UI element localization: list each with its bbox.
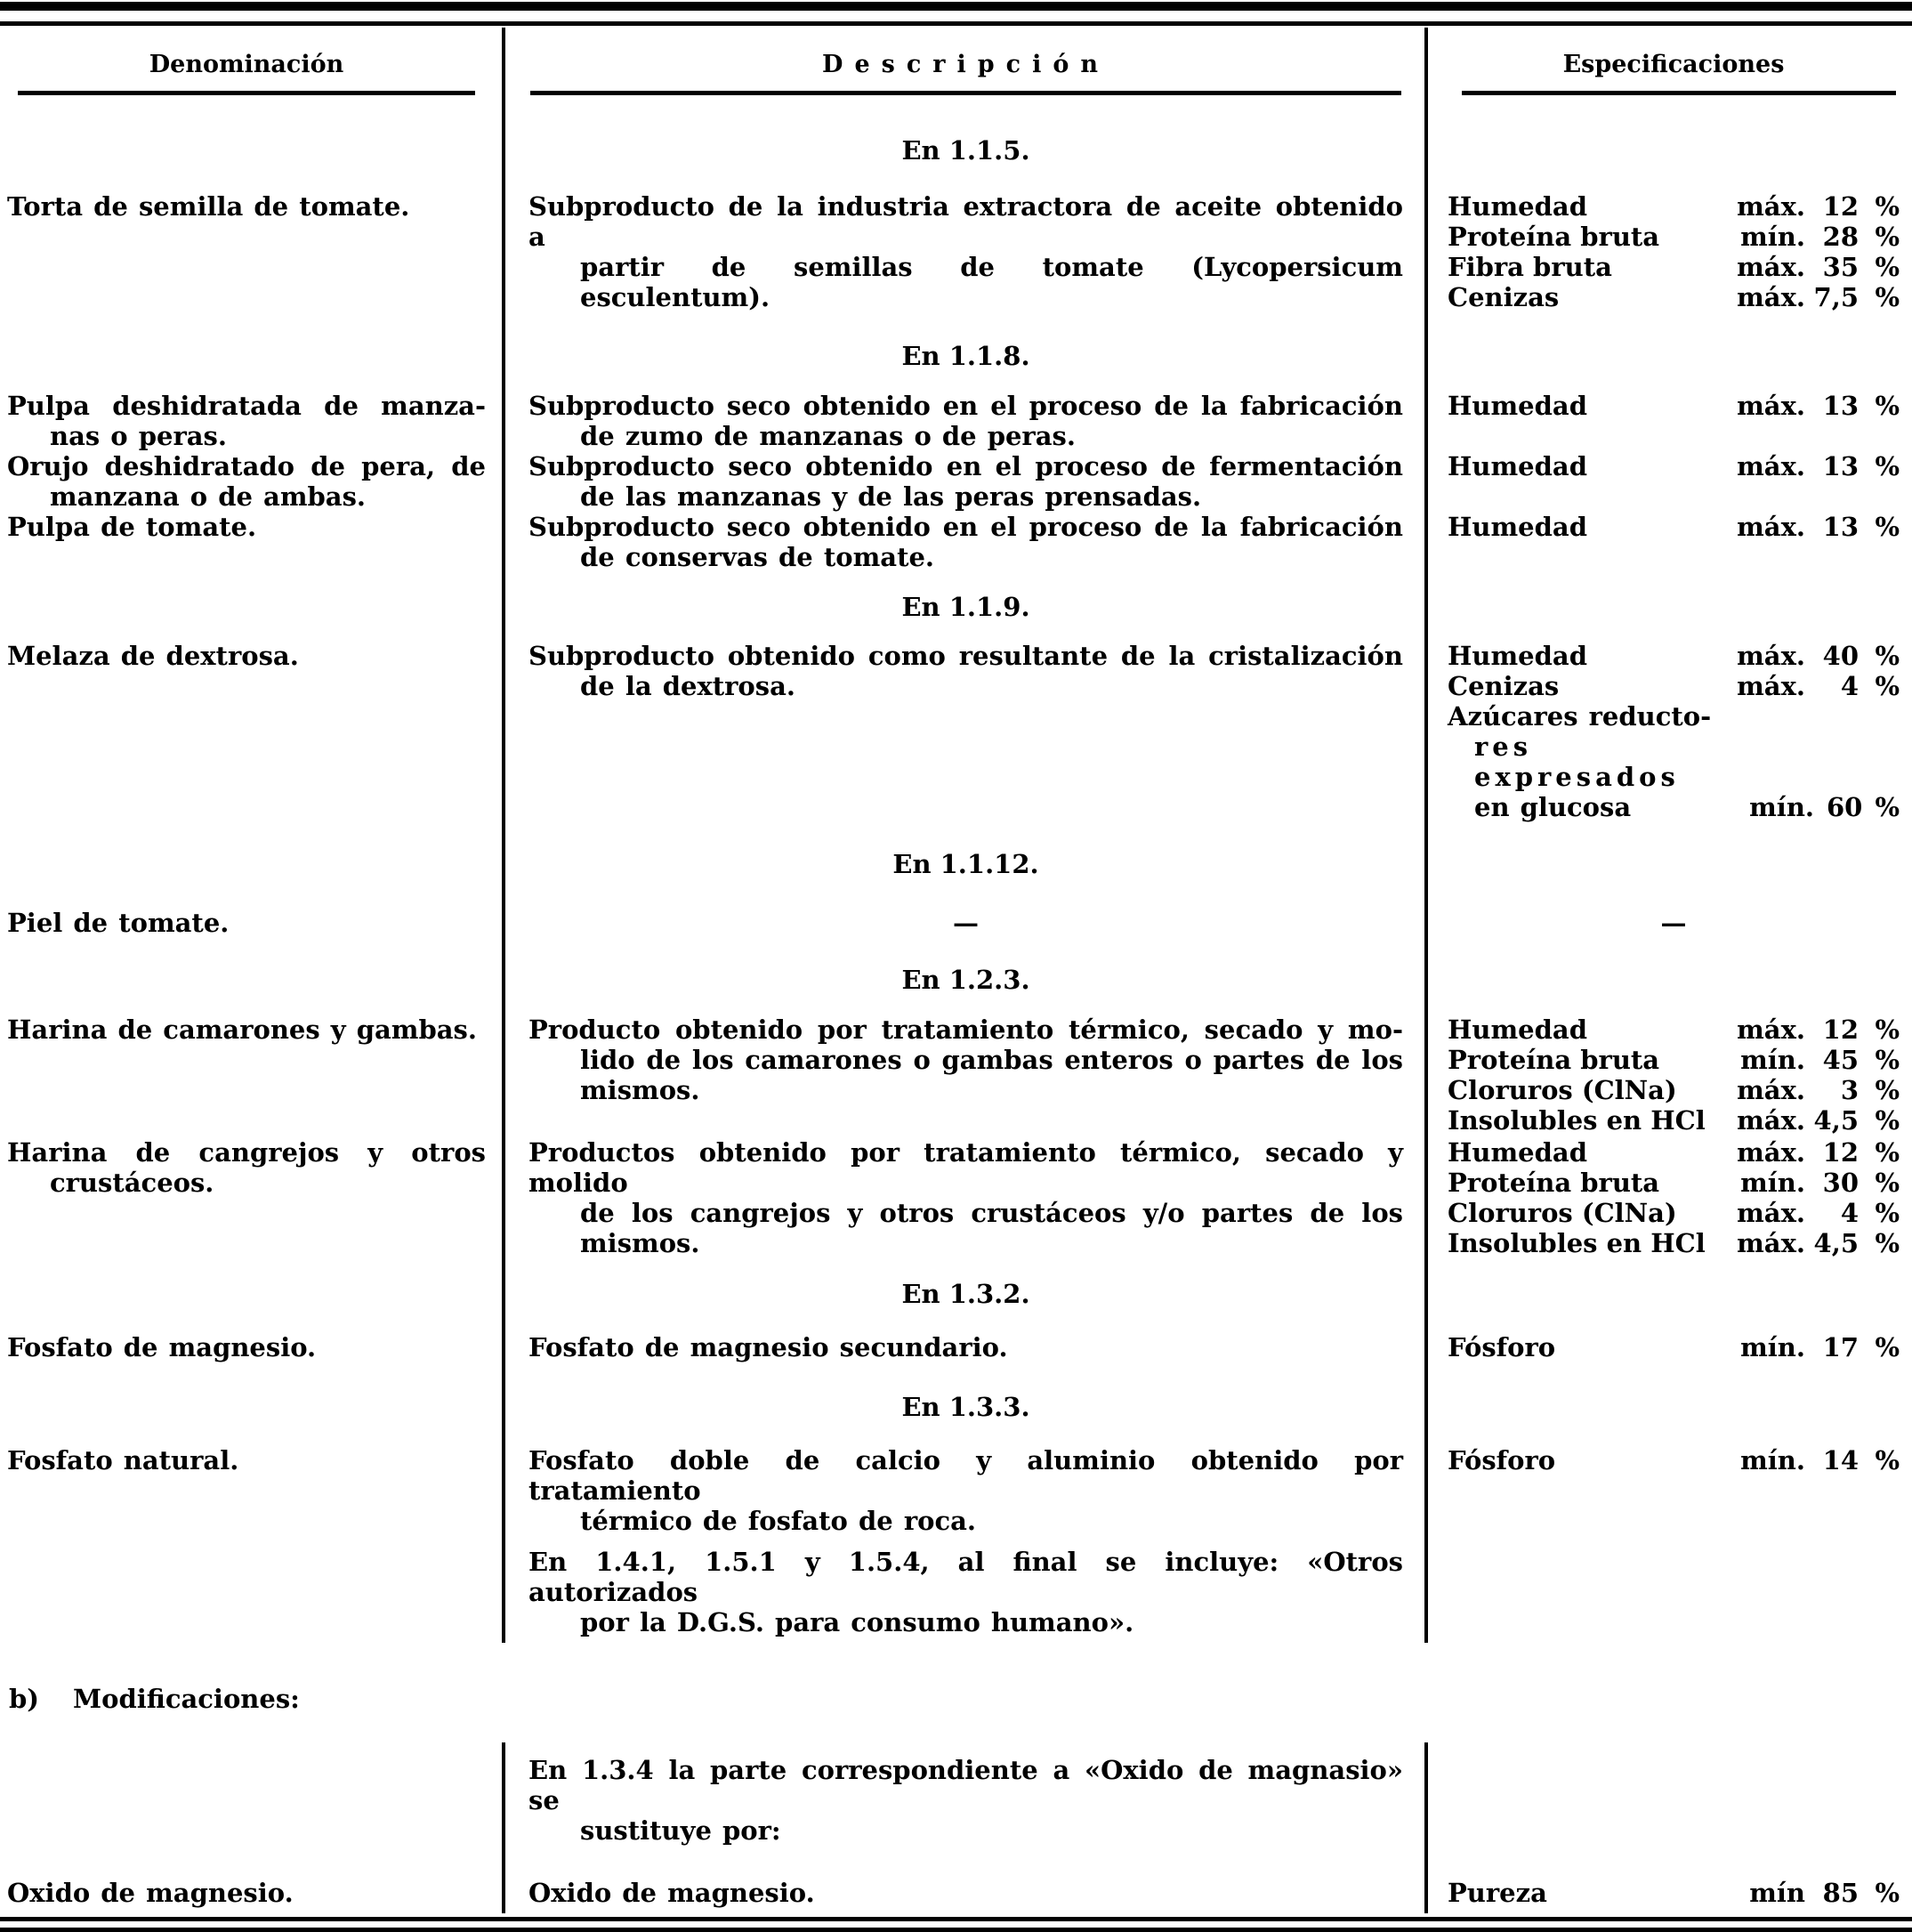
denomination-cell: Fosfato de magnesio. [7, 1332, 317, 1362]
table-row [0, 451, 1912, 512]
header-cell-especificaciones [1428, 28, 1912, 95]
spec-value: 13 [1822, 391, 1859, 421]
spec-value: 85 [1822, 1878, 1859, 1908]
table-row [0, 995, 1912, 1136]
specs-cell [1428, 622, 1912, 822]
spec-value: 3 [1840, 1075, 1859, 1105]
main-table [0, 28, 1912, 1643]
spec-constraint: máx. [1737, 641, 1805, 671]
section-heading: En 1.2.3. [502, 938, 1428, 995]
description-cell: Fosfato de magnesio secundario. [502, 1309, 1428, 1362]
denomination-cell: Piel de tomate. [7, 908, 230, 938]
col-header-descripcion: Descripción [822, 51, 1109, 78]
section-heading: En 1.3.2. [502, 1258, 1428, 1309]
spec-unit: % [1875, 222, 1900, 252]
spec-unit: % [1875, 671, 1900, 701]
top-double-rule [0, 2, 1912, 26]
table-row [0, 166, 1912, 312]
gazette-page [0, 2, 1912, 1908]
spec-constraint: máx. [1737, 1015, 1805, 1045]
spec-value: 4 [1840, 671, 1859, 701]
spec-value: 4 [1840, 1198, 1859, 1228]
spec-constraint: mín. [1740, 222, 1805, 252]
spec-constraint: máx. [1737, 191, 1805, 222]
spec-label: Humedad [1448, 391, 1587, 421]
spec-unit: % [1875, 1228, 1900, 1258]
spec-label: Pureza [1448, 1878, 1547, 1908]
denomination-cell: Pulpa deshidratada de manza- nas o peras. [7, 391, 486, 451]
empty-spec-dash: — [1660, 908, 1687, 938]
specs-cell [1428, 879, 1912, 938]
spec-constraint: máx. [1737, 512, 1805, 542]
spec-value: 12 [1822, 191, 1859, 222]
spec-unit: % [1875, 792, 1900, 822]
spec-unit: % [1875, 391, 1900, 421]
col-header-especificaciones: Especificaciones [1562, 51, 1785, 78]
description-cell: Oxido de magnesio. [502, 1846, 1428, 1913]
spec-row [1448, 191, 1900, 222]
section-heading: En 1.3.3. [502, 1362, 1428, 1422]
section-heading-row [0, 572, 1912, 622]
spec-value: 30 [1822, 1168, 1859, 1198]
specs-cell [1428, 1309, 1912, 1362]
spec-label: Cloruros (ClNa) [1448, 1198, 1677, 1228]
description-cell: Subproducto seco obtenido en el proceso de la fabricación de conservas de tomate. [502, 512, 1428, 572]
spec-constraint: máx. [1737, 1198, 1805, 1228]
denomination-cell: Fosfato natural. [7, 1445, 239, 1475]
note-row [0, 1742, 1912, 1846]
spec-constraint: mín. [1740, 1332, 1805, 1362]
specs-cell [1428, 1136, 1912, 1258]
spec-row [1448, 1878, 1900, 1908]
spec-row [1448, 252, 1900, 282]
spec-unit: % [1875, 1878, 1900, 1908]
bottom-double-rule [0, 1917, 1912, 1932]
denomination-cell: Oxido de magnesio. [7, 1878, 294, 1908]
spec-unit: % [1875, 282, 1900, 312]
spec-row [1448, 1445, 1900, 1475]
table-row [0, 1846, 1912, 1913]
spec-value: 13 [1822, 512, 1859, 542]
spec-row [1448, 1075, 1900, 1105]
spec-label: Insolubles en HCl [1448, 1228, 1706, 1258]
spec-row [1448, 1015, 1900, 1045]
denomination-cell: Harina de cangrejos y otros crustáceos. [7, 1137, 486, 1198]
spec-row [1448, 512, 1900, 542]
spec-unit: % [1875, 1045, 1900, 1075]
spec-constraint: máx. [1737, 391, 1805, 421]
spec-unit: % [1875, 451, 1900, 481]
section-heading-row [0, 1258, 1912, 1309]
section-heading-row [0, 822, 1912, 879]
spec-unit: % [1875, 1015, 1900, 1045]
spec-constraint: máx. [1737, 282, 1805, 312]
section-heading-row [0, 938, 1912, 995]
description-cell: Subproducto seco obtenido en el proceso de fermentación de las manzanas y de las peras prensadas. [502, 451, 1428, 512]
spec-unit: % [1875, 1168, 1900, 1198]
spec-constraint: mín. [1740, 1168, 1805, 1198]
description-cell [502, 879, 1428, 938]
table-row [0, 1309, 1912, 1362]
spec-label: Humedad [1448, 641, 1587, 671]
modifications-label: Modificaciones: [73, 1684, 300, 1714]
section-heading: En 1.1.9. [502, 572, 1428, 622]
section-heading: En 1.1.12. [502, 822, 1428, 879]
spec-label: Cenizas [1448, 282, 1560, 312]
spec-label: Humedad [1448, 1137, 1587, 1168]
spec-unit: % [1875, 1105, 1900, 1136]
specs-cell [1428, 451, 1912, 512]
section-heading: En 1.1.8. [502, 312, 1428, 371]
spec-value: 35 [1822, 252, 1859, 282]
inclusion-note: En 1.4.1, 1.5.1 y 1.5.4, al final se incluye: «Otros autorizados por la D.G.S. para consumo humano». [502, 1536, 1428, 1643]
section-heading-row [0, 312, 1912, 371]
spec-constraint: mín. [1749, 792, 1815, 822]
spec-unit: % [1875, 252, 1900, 282]
denomination-cell: Melaza de dextrosa. [7, 641, 299, 671]
spec-label: Humedad [1448, 512, 1587, 542]
spec-row [1448, 1168, 1900, 1198]
modifications-heading [0, 1684, 1912, 1714]
table-row [0, 1136, 1912, 1258]
spec-unit: % [1875, 191, 1900, 222]
spec-value: 45 [1822, 1045, 1859, 1075]
section-heading-row [0, 95, 1912, 166]
denomination-cell: Harina de camarones y gambas. [7, 1015, 477, 1045]
empty-description-dash: — [953, 908, 979, 938]
spec-unit: % [1875, 1198, 1900, 1228]
spec-row [1448, 451, 1900, 481]
denomination-cell: Orujo deshidratado de pera, de manzana o de ambas. [7, 451, 486, 512]
modifications-table [0, 1742, 1912, 1913]
table-row [0, 622, 1912, 822]
spec-constraint: máx. [1737, 252, 1805, 282]
spec-row [1448, 1198, 1900, 1228]
spec-constraint: máx. [1737, 1075, 1805, 1105]
spec-constraint: máx. [1737, 1105, 1805, 1136]
spec-value: 40 [1822, 641, 1859, 671]
spec-label: Fósforo [1448, 1332, 1556, 1362]
spec-row [1448, 1332, 1900, 1362]
col-header-denominacion: Denominación [149, 51, 344, 78]
spec-constraint: mín. [1740, 1445, 1805, 1475]
spec-value: 12 [1822, 1015, 1859, 1045]
description-cell: Producto obtenido por tratamiento térmico, secado y mo- lido de los camarones o gambas enteros o partes de los mismos. [502, 995, 1428, 1136]
spec-value: 7,5 [1813, 282, 1859, 312]
spec-unit: % [1875, 1075, 1900, 1105]
spec-row [1448, 1137, 1900, 1168]
spec-value: 4,5 [1813, 1105, 1859, 1136]
spec-value: 14 [1822, 1445, 1859, 1475]
spec-label: Cenizas [1448, 671, 1560, 701]
spec-label: Humedad [1448, 1015, 1587, 1045]
description-cell: Subproducto de la industria extractora de aceite obtenido a partir de semillas de tomate (Lycopersicum esculentum). [502, 166, 1428, 312]
spec-label: Proteína bruta [1448, 1168, 1660, 1198]
denomination-cell: Torta de semilla de tomate. [7, 191, 410, 222]
spec-label: Azúcares reducto- res expresados en glucosa [1448, 701, 1712, 822]
description-cell: Productos obtenido por tratamiento térmico, secado y molido de los cangrejos y otros crustáceos y/o partes de los mismos. [502, 1136, 1428, 1258]
spec-unit: % [1875, 1137, 1900, 1168]
specs-cell [1428, 371, 1912, 451]
spec-label: Proteína bruta [1448, 1045, 1660, 1075]
specs-cell [1428, 512, 1912, 572]
spec-constraint: mín. [1740, 1045, 1805, 1075]
spec-value: 13 [1822, 451, 1859, 481]
denomination-cell: Pulpa de tomate. [7, 512, 257, 542]
spec-label: Humedad [1448, 451, 1587, 481]
modifications-prefix: b) [9, 1684, 39, 1714]
spec-constraint: máx. [1737, 671, 1805, 701]
spec-label: Fósforo [1448, 1445, 1556, 1475]
spec-label: Proteína bruta [1448, 222, 1660, 252]
spec-row [1448, 671, 1900, 701]
specs-cell [1428, 1422, 1912, 1536]
header-cell-denominacion [0, 28, 502, 95]
spec-label: Fibra bruta [1448, 252, 1612, 282]
spec-value: 17 [1822, 1332, 1859, 1362]
table-row [0, 1422, 1912, 1536]
section-heading: En 1.1.5. [502, 95, 1428, 166]
spec-row [1448, 391, 1900, 421]
spec-value: 12 [1822, 1137, 1859, 1168]
table-row [0, 879, 1912, 938]
substitution-note: En 1.3.4 la parte correspondiente a «Oxido de magnasio» se sustituye por: [502, 1742, 1428, 1846]
spec-row [1448, 1105, 1900, 1136]
specs-cell [1428, 995, 1912, 1136]
description-cell: Subproducto seco obtenido en el proceso de la fabricación de zumo de manzanas o de peras. [502, 371, 1428, 451]
note-row [0, 1536, 1912, 1643]
description-cell: Fosfato doble de calcio y aluminio obtenido por tratamiento térmico de fosfato de roca. [502, 1422, 1428, 1536]
spec-constraint: máx. [1737, 451, 1805, 481]
description-cell: Subproducto obtenido como resultante de la cristalización de la dextrosa. [502, 622, 1428, 822]
spec-label: Cloruros (ClNa) [1448, 1075, 1677, 1105]
spec-unit: % [1875, 512, 1900, 542]
spec-value: 4,5 [1813, 1228, 1859, 1258]
specs-cell [1428, 166, 1912, 312]
spec-row [1448, 282, 1900, 312]
spec-unit: % [1875, 1445, 1900, 1475]
spec-label: Humedad [1448, 191, 1587, 222]
header-cell-descripcion [502, 28, 1428, 95]
spec-row [1448, 1045, 1900, 1075]
spec-constraint: mín [1749, 1878, 1805, 1908]
spec-value: 60 [1826, 792, 1863, 822]
table-header-row [0, 28, 1912, 95]
spec-unit: % [1875, 641, 1900, 671]
section-heading-row [0, 1362, 1912, 1422]
spec-constraint: máx. [1737, 1137, 1805, 1168]
spec-label: Insolubles en HCl [1448, 1105, 1706, 1136]
table-row [0, 371, 1912, 451]
table-row [0, 512, 1912, 572]
spec-row [1448, 1228, 1900, 1258]
spec-row-multiline [1448, 701, 1900, 822]
spec-unit: % [1875, 1332, 1900, 1362]
spec-value: 28 [1822, 222, 1859, 252]
specs-cell [1428, 1846, 1912, 1913]
spec-row [1448, 641, 1900, 671]
spec-constraint: máx. [1737, 1228, 1805, 1258]
spec-row [1448, 222, 1900, 252]
